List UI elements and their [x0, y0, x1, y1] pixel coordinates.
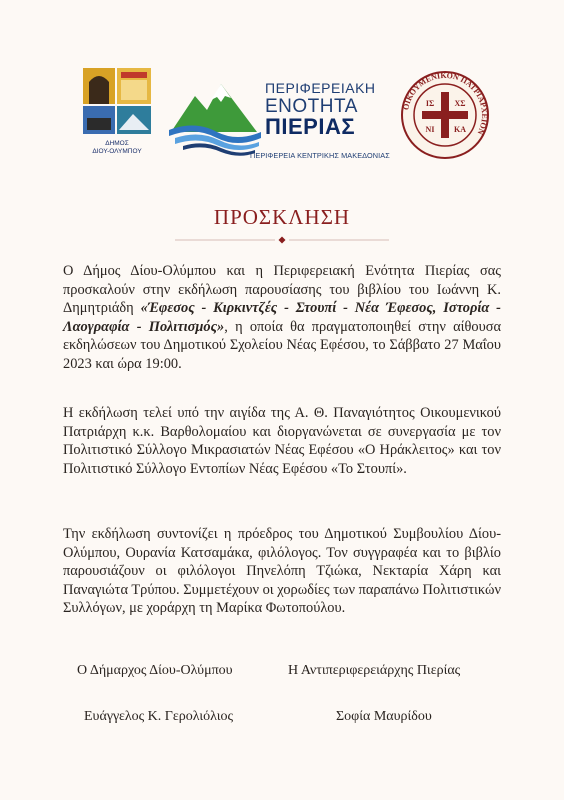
book-title: «Έφεσος - Κιρκιντζές - Στουπί - Νέα Έφεσος, Ιστορία - Λαογραφία - Πολιτισμός» [63, 300, 501, 335]
paragraph-auspices: Η εκδήλωση τελεί υπό την αιγίδα της Α. Θ. Παναγιότητος Οικουμενικού Πατριάρχη κ.κ. Βαρθολομαίου και διοργανώνεται σε συνεργασία με τον Πολιτιστικό Σύλλογο Μικρασιατών Νέας Εφέσου «Ο Ηράκλειτος» και τον Πολιτιστικό Σύλλογο Εντοπίων Νέας Εφέσου «Το Στουπί». [63, 405, 501, 477]
dion-label-line1: ΔΗΜΟΣ [105, 140, 129, 147]
pieria-line1: ΠΕΡΙΦΕΡΕΙΑΚΗ [265, 80, 376, 96]
dion-olympos-logo [77, 66, 157, 166]
p1-intro: Ο Δήμος Δίου-Ολύμπου και η Περιφερειακή Ενότητα Πιερίας σας προσκαλούν στην εκδήλωση παρουσίασης του βιβλίου του Ιωάννη Κ. Δημητριάδη [63, 263, 501, 317]
dion-olympos-emblem-icon [77, 66, 157, 138]
seal-q3: ΝΙ [425, 125, 435, 134]
dion-label-line2: ΔΙΟΥ-ΟΛΥΜΠΟΥ [92, 147, 142, 155]
signature-deputy-governor-title: Η Αντιπεριφερειάρχης Πιερίας [288, 663, 461, 678]
mountain-wave-icon [165, 70, 265, 160]
seal-q2: ΧΣ [454, 99, 466, 108]
pieria-line4: ΠΕΡΙΦΕΡΕΙΑ ΚΕΝΤΡΙΚΗΣ ΜΑΚΕΔΟΝΙΑΣ [250, 151, 390, 160]
signature-mayor-title: Ο Δήμαρχος Δίου-Ολύμπου [77, 663, 233, 678]
seal-ring-text: ΟΙΚΟΥΜΕΝΙΚΟΝ ΠΑΤΡΙΑΡΧΕΙΟΝ [401, 70, 490, 137]
seal-q4: ΚΑ [454, 125, 466, 134]
logo-bar [0, 60, 564, 170]
seal-q1: ΙΣ [425, 99, 435, 108]
paragraph-event-details [63, 262, 501, 374]
signature-mayor-name: Ευάγγελος Κ. Γερολιόλιος [84, 709, 234, 724]
paragraph-program: Την εκδήλωση συντονίζει η πρόεδρος του Δημοτικού Συμβουλίου Δίου-Ολύμπου, Ουρανία Κατσαμάκα, φιλόλογος. Τον συγγραφέα και το βιβλίο παρουσιάζουν οι φιλόλογοι Πηνελόπη Τζιώκα, Νεκταρία Χάρη και Παναγιώτα Τρύπου. Συμμετέχουν οι χορωδίες των παραπάνω Πολιτιστικών Συλλόγων, με χοράρχη τη Μαρίκα Φωτοπούλου. [63, 526, 501, 617]
patriarchate-seal-icon [400, 70, 490, 160]
pieria-logo [165, 60, 390, 170]
pieria-line3: ΠΙΕΡΙΑΣ [265, 114, 356, 139]
signature-deputy-governor-name: Σοφία Μαυρίδου [336, 709, 432, 724]
invitation-title: ΠΡΟΣΚΛΗΣΗ [213, 205, 351, 229]
pieria-line2: ΕΝΟΤΗΤΑ [265, 96, 358, 117]
ornament-divider [175, 236, 389, 244]
p1-venue-time: , η οποία θα πραγματοποιηθεί στην αίθουσα εκδηλώσεων του Δημοτικού Σχολείου Νέας Εφέσου, το Σάββατο 27 Μαΐου 2023 και ώρα 19:00. [63, 318, 502, 372]
patriarchate-seal [400, 70, 490, 160]
